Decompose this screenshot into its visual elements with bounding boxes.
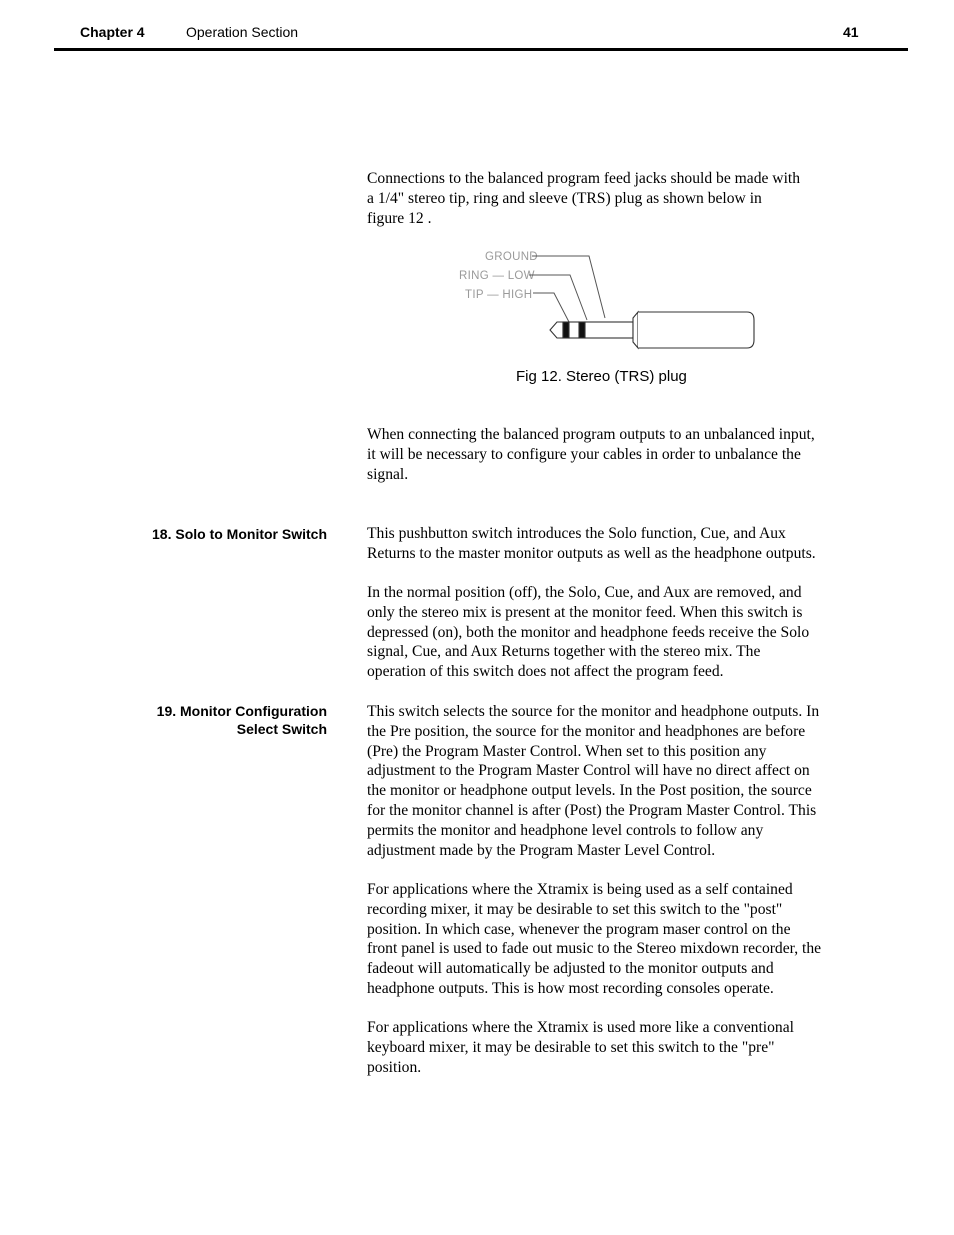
text-line: keyboard mixer, it may be desirable to set this switch to the "pre" (367, 1038, 775, 1056)
text-line: In the normal position (off), the Solo, Cue, and Aux are removed, and (367, 584, 802, 601)
page-number: 41 (843, 24, 859, 40)
text-line: When connecting the balanced program outputs to an unbalanced input, (367, 426, 815, 443)
text-line: signal, Cue, and Aux Returns together with the stereo mix. The (367, 643, 761, 661)
text-line: This pushbutton switch introduces the Solo function, Cue, and Aux (367, 525, 786, 542)
text-line: For applications where the Xtramix is being used as a self contained (367, 881, 793, 898)
unbalanced-paragraph (367, 425, 872, 484)
text-line: permits the monitor and headphone level controls to follow any (367, 821, 764, 839)
text-line: Returns to the master monitor outputs as well as the headphone outputs. (367, 544, 816, 562)
tip-high-label: TIP — HIGH (465, 289, 533, 301)
text-line: a 1/4" stereo tip, ring and sleeve (TRS) plug as shown below in (367, 189, 762, 207)
intro-paragraph (367, 169, 872, 228)
text-line: depressed (on), both the monitor and headphone feeds receive the Solo (367, 623, 810, 641)
text-line: adjustment made by the Program Master Level Control. (367, 841, 716, 859)
text-line: headphone outputs. This is how most recording consoles operate. (367, 979, 774, 997)
section-19-paragraph-2 (367, 880, 872, 999)
text-line: for the monitor channel is after (Post) the Program Master Control. This (367, 801, 817, 819)
section-19-paragraph-3 (367, 1018, 872, 1077)
text-line: position. In which case, whenever the program maser control on the (367, 920, 791, 938)
text-line: fadeout will automatically be adjusted to the monitor outputs and (367, 960, 774, 978)
section-18-paragraph-1 (367, 524, 872, 564)
section-18-heading (152, 525, 327, 543)
heading-line: 18. Solo to Monitor Switch (152, 526, 327, 542)
chapter-label: Chapter 4 (80, 24, 145, 40)
section-18-paragraph-2 (367, 583, 872, 682)
text-line: Connections to the balanced program feed jacks should be made with (367, 170, 801, 187)
text-line: it will be necessary to configure your cables in order to unbalance the (367, 445, 801, 463)
heading-line: Select Switch (236, 721, 327, 737)
ring-low-label: RING — LOW (459, 270, 535, 282)
text-line: recording mixer, it may be desirable to set this switch to the "post" (367, 900, 783, 918)
section-19-paragraph-1 (367, 702, 872, 860)
figure-caption: Fig 12. Stereo (TRS) plug (516, 368, 687, 385)
text-line: the monitor or headphone output levels. In the Post position, the source (367, 782, 812, 800)
leader-lines (529, 256, 605, 322)
heading-line: 19. Monitor Configuration (156, 703, 327, 719)
text-line: adjustment to the Program Master Control will have no direct affect on (367, 762, 810, 780)
text-line: front panel is used to fade out music to the Stereo mixdown recorder, the (367, 940, 822, 958)
text-line: the Pre position, the source for the monitor and headphones are before (367, 722, 806, 740)
header-rule (54, 48, 908, 51)
text-line: position. (367, 1058, 422, 1076)
text-line: operation of this switch does not affect the program feed. (367, 663, 724, 681)
text-line: For applications where the Xtramix is used more like a conventional (367, 1019, 794, 1036)
text-line: only the stereo mix is present at the monitor feed. When this switch is (367, 603, 803, 621)
section-19-heading (157, 702, 327, 738)
plug-body (550, 312, 754, 348)
text-line: (Pre) the Program Master Control. When set to this position any (367, 742, 767, 760)
text-line: figure 12 . (367, 209, 432, 227)
ground-label: GROUND (485, 251, 538, 263)
text-line: signal. (367, 465, 409, 483)
trs-plug-figure (455, 246, 765, 354)
text-line: This switch selects the source for the monitor and headphone outputs. In (367, 703, 820, 720)
section-title: Operation Section (186, 24, 299, 40)
